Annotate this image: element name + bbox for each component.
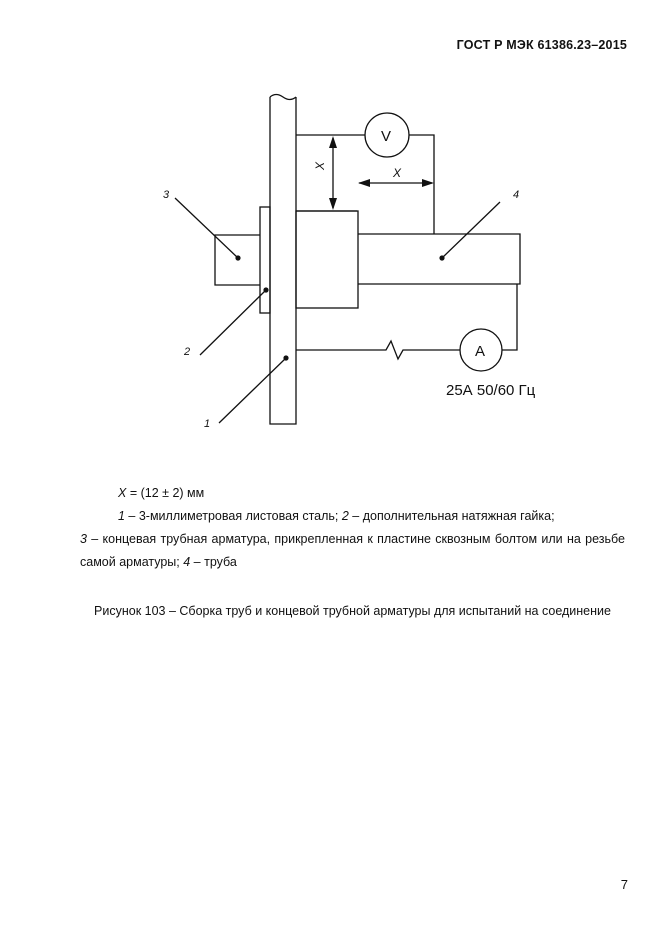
dimension-vertical [296, 138, 357, 211]
arrow-up [329, 136, 337, 148]
legend-num-1: 1 [118, 509, 125, 523]
leader-3-dot [235, 255, 240, 260]
legend-num-4: 4 [183, 555, 191, 569]
legend-line-2 [80, 528, 625, 574]
leader-4-dot [439, 255, 444, 260]
legend-text-4: – труба [190, 555, 237, 569]
legend-line-1 [80, 505, 625, 528]
leader-2 [200, 290, 266, 355]
legend-text-2: – дополнительная натяжная гайка; [348, 509, 555, 523]
figure-caption: Рисунок 103 – Сборка труб и концевой трубной арматуры для испытаний на соединение [94, 604, 611, 618]
legend-text-3: – концевая трубная арматура, прикрепленная к пластине сквозным болтом или на резьбе самой арматуры; [80, 532, 625, 569]
current-spec-label: 25А 50/60 Гц [446, 382, 536, 399]
conduit [358, 234, 520, 284]
plate-break-mark [270, 95, 296, 100]
arrow-down [329, 198, 337, 210]
label-x-horizontal: X [393, 166, 402, 180]
figure-legend [80, 482, 625, 574]
leader-1-dot [283, 355, 288, 360]
label-2: 2 [184, 346, 191, 358]
leader-1 [219, 358, 286, 423]
leader-2-dot [263, 287, 268, 292]
arrow-right [422, 179, 434, 187]
legend-num-3: 3 [80, 532, 87, 546]
fitting-right-part [296, 211, 358, 308]
standard-designation: ГОСТ Р МЭК 61386.23–2015 [456, 38, 627, 52]
formula-text: X = (12 ± 2) мм [118, 486, 205, 500]
locknut [260, 207, 270, 313]
arrow-left [358, 179, 370, 187]
legend-text-1: – 3-миллиметровая листовая сталь; [124, 509, 342, 523]
label-x-vertical: X [313, 161, 327, 170]
voltmeter-label: V [381, 128, 392, 145]
label-4: 4 [513, 189, 520, 201]
leader-3 [175, 198, 238, 258]
steel-plate [270, 97, 296, 424]
label-3: 3 [163, 189, 170, 201]
leader-4 [442, 202, 500, 258]
legend-num-2: 2 [341, 509, 349, 523]
page-number: 7 [620, 877, 628, 892]
label-1: 1 [204, 418, 211, 430]
dimension-formula [80, 482, 625, 505]
ammeter-label: A [475, 343, 486, 360]
